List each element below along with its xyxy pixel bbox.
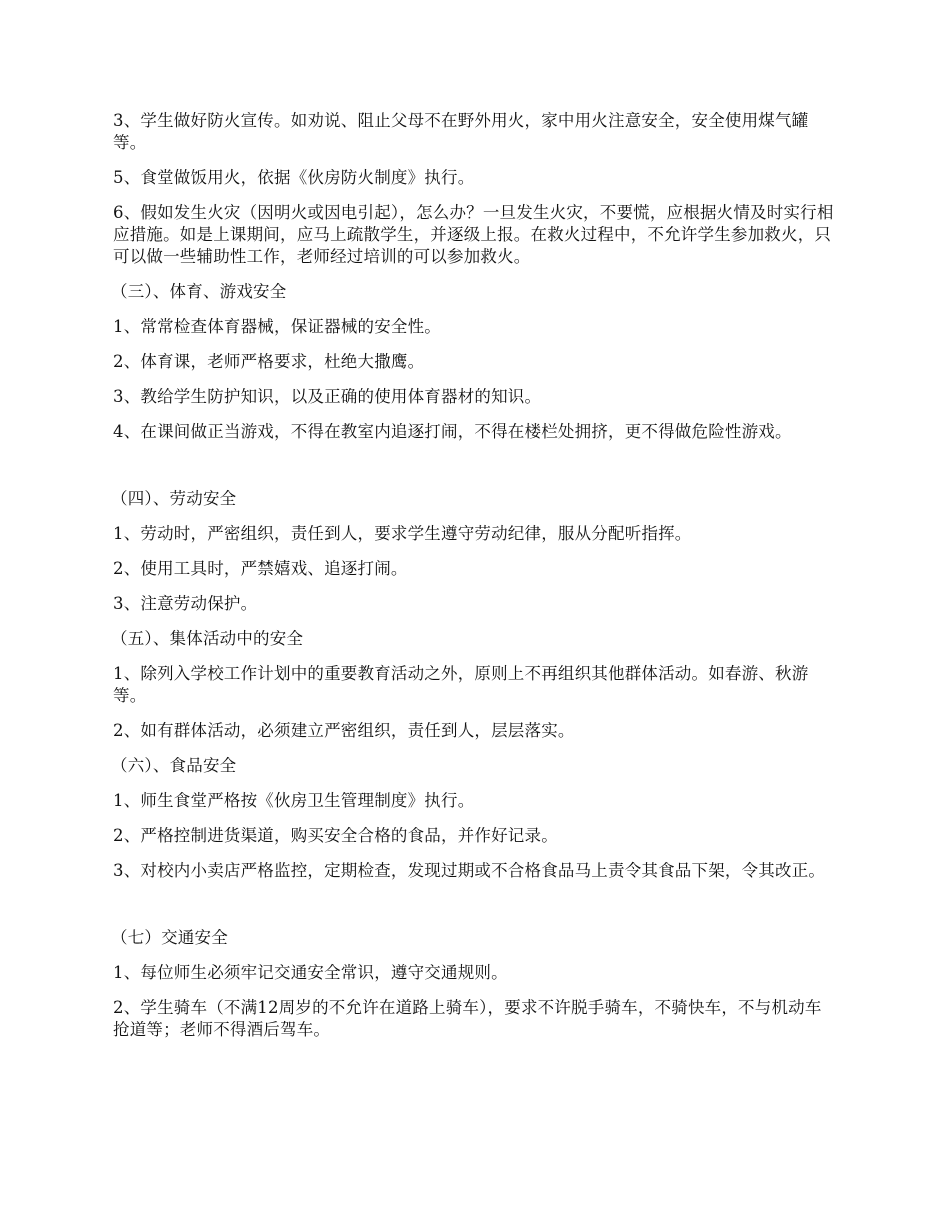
paragraph-canteen-fire: 5、食堂做饭用火，依据《伙房防火制度》执行。 — [113, 168, 475, 187]
paragraph-sports-4: 4、在课间做正当游戏，不得在教室内追逐打闹，不得在楼栏处拥挤，更不得做危险性游戏。 — [113, 422, 792, 441]
section-heading-sports-safety: （三）、体育、游戏安全 — [111, 282, 287, 301]
paragraph-traffic-1: 1、每位师生必须牢记交通安全常识，遵守交通规则。 — [113, 963, 508, 982]
paragraph-labor-1: 1、劳动时，严密组织，责任到人，要求学生遵守劳动纪律，服从分配听指挥。 — [113, 524, 692, 543]
paragraph-food-1: 1、师生食堂严格按《伙房卫生管理制度》执行。 — [113, 791, 475, 810]
paragraph-fire-emergency: 6、假如发生火灾（因明火或因电引起），怎么办？一旦发生火灾，不要慌，应根据火情及时实行相应措施。如是上课期间，应马上疏散学生，并逐级上报。在救火过程中，不允许学生参加救火，只可以做一些辅助性工作，老师经过培训的可以参加救火。 — [113, 203, 834, 266]
document-page — [113, 110, 837, 1054]
paragraph-group-1: 1、除列入学校工作计划中的重要教育活动之外，原则上不再组织其他群体活动。如春游、秋游等。 — [113, 664, 809, 705]
paragraph-group-2: 2、如有群体活动，必须建立严密组织，责任到人，层层落实。 — [113, 721, 575, 740]
paragraph-traffic-2: 2、学生骑车（不满12周岁的不允许在道路上骑车），要求不许脱手骑车，不骑快车，不与机动车抢道等；老师不得酒后驾车。 — [113, 998, 822, 1039]
paragraph-sports-1: 1、常常检查体育器械，保证器械的安全性。 — [113, 317, 441, 336]
paragraph-food-3: 3、对校内小卖店严格监控，定期检查，发现过期或不合格食品马上责令其食品下架，令其改正。 — [113, 861, 826, 880]
paragraph-labor-3: 3、注意劳动保护。 — [113, 594, 258, 613]
paragraph-fire-promotion: 3、学生做好防火宣传。如劝说、阻止父母不在野外用火，家中用火注意安全，安全使用煤气罐等。 — [113, 111, 809, 152]
section-heading-group-activity-safety: （五）、集体活动中的安全 — [111, 629, 304, 648]
paragraph-labor-2: 2、使用工具时，严禁嬉戏、追逐打闹。 — [113, 559, 408, 578]
paragraph-sports-3: 3、教给学生防护知识，以及正确的使用体育器材的知识。 — [113, 387, 542, 406]
section-heading-traffic-safety: （七）交通安全 — [111, 928, 228, 947]
paragraph-food-2: 2、严格控制进货渠道，购买安全合格的食品，并作好记录。 — [113, 826, 558, 845]
section-heading-food-safety: （六）、食品安全 — [111, 756, 237, 775]
section-heading-labor-safety: （四）、劳动安全 — [111, 489, 237, 508]
paragraph-spacer — [113, 456, 837, 488]
paragraph-sports-2: 2、体育课，老师严格要求，杜绝大撒鹰。 — [113, 352, 425, 371]
paragraph-spacer — [113, 895, 837, 927]
